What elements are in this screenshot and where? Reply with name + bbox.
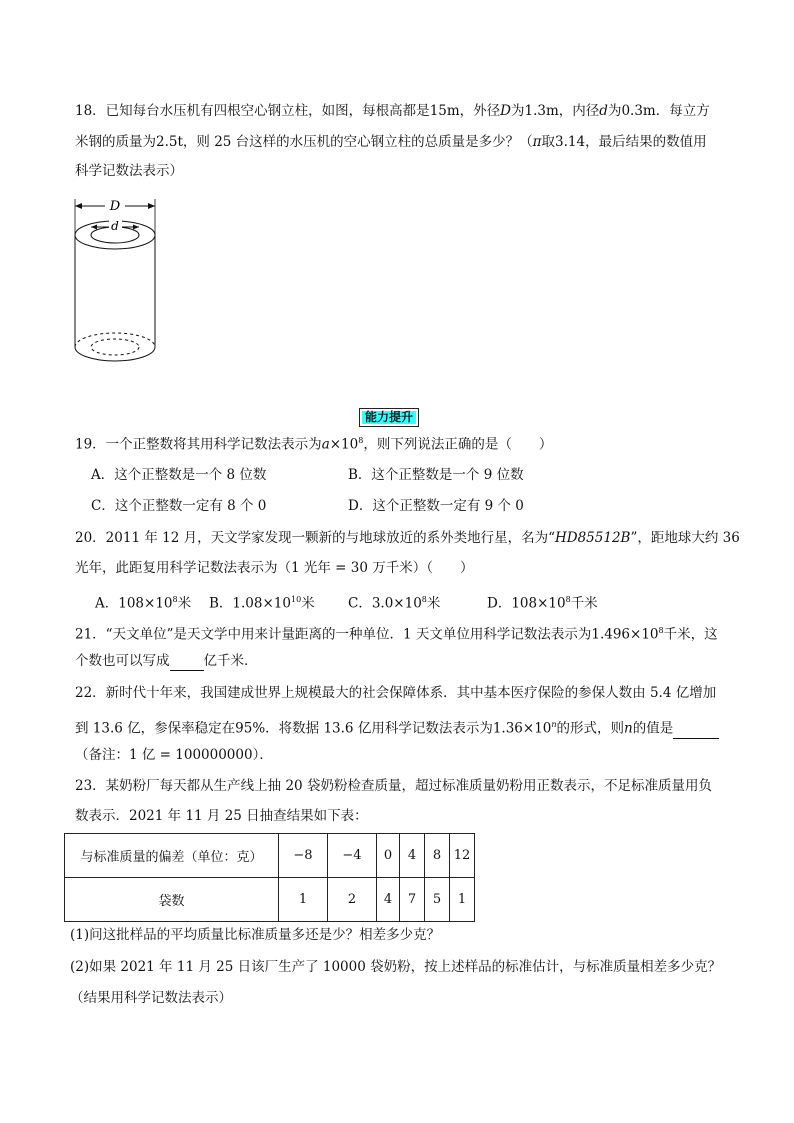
table-cell: 8 (425, 834, 450, 878)
q20-option-d: D．$108\times 10^8$千米 (487, 595, 598, 612)
q18-line-1: 18．已知每台水压机有四根空心钢立柱，如图，每根高都是15m，外径D为1.3m，内径d为0.3m．每立方 (75, 103, 710, 119)
q23-sub-question-2: (2)如果 2021 年 11 月 25 日该厂生产了 10000 袋奶粉，按上述样品的标准估计，与标准质量相差多少克？ (70, 959, 722, 975)
table-cell: 12 (450, 834, 475, 878)
inner-diameter-label: d (111, 219, 119, 233)
table-cell: 2 (328, 878, 377, 922)
q22-answer-blank[interactable] (673, 723, 719, 739)
table-cell: 7 (400, 878, 425, 922)
q22-line-3: （备注：1 亿 = 100000000）． (75, 747, 273, 763)
section-title-box (359, 408, 419, 427)
q19-option-b: B．这个正整数是一个 9 位数 (348, 467, 524, 483)
q19-option-a: A．这个正整数是一个 8 位数 (91, 467, 267, 483)
q20-option-a: A．$108\times 10^8$米 (95, 595, 192, 612)
q18-line-2: 米钢的质量为2.5t，则 25 台这样的水压机的空心钢立柱的总质量是多少？（π取3.14，最后结果的数值用 (75, 134, 707, 150)
table-cell: 4 (377, 878, 400, 922)
q18-line-3: 科学记数法表示） (75, 163, 183, 179)
section-title: 能力提升 (362, 411, 416, 424)
q23-sub-question-2-note: （结果用科学记数法表示） (70, 990, 232, 1006)
q20-option-c: C．$3.0\times 10^8$米 (348, 595, 441, 612)
q23-line-2: 数表示．2021 年 11 月 25 日抽查结果如下表： (75, 808, 368, 824)
table-cell: 5 (425, 878, 450, 922)
hollow-cylinder-figure (60, 195, 170, 375)
q23-data-table (64, 833, 475, 922)
table-cell: 1 (279, 878, 328, 922)
q21-line-1: 21．“天文单位”是天文学中用来计量距离的一种单位．1 天文单位用科学记数法表示为$1.496\times 10^8$千米，这 (75, 626, 718, 643)
table-cell: 0 (377, 834, 400, 878)
q19-stem: 19．一个正整数将其用科学记数法表示为$a\times 10^8$，则下列说法正确的是（ ） (75, 436, 553, 453)
q20-option-b: B．$1.08\times 10^{10}$米 (209, 595, 315, 612)
q21-answer-blank[interactable] (170, 655, 204, 671)
q20-line-2: 光年，此距复用科学记数法表示为（1 光年 = 30 万千米）（ ） (75, 560, 474, 576)
table-header-count: 袋数 (65, 878, 279, 922)
q23-sub-question-1: (1)问这批样品的平均质量比标准质量多还是少？相差多少克？ (70, 927, 441, 943)
q19-option-d: D．这个正整数一定有 9 个 0 (348, 498, 524, 514)
outer-diameter-label: D (109, 199, 121, 214)
q22-line-1: 22．新时代十年来，我国建成世界上规模最大的社会保障体系．其中基本医疗保险的参保人数由 5.4 亿增加 (75, 685, 717, 701)
table-cell: −8 (279, 834, 328, 878)
q21-line-2: 个数也可以写成 亿千米． (75, 653, 258, 669)
table-row (65, 878, 475, 922)
table-header-deviation: 与标准质量的偏差（单位：克） (65, 834, 279, 878)
table-cell: −4 (328, 834, 377, 878)
table-cell: 4 (400, 834, 425, 878)
q19-option-c: C．这个正整数一定有 8 个 0 (91, 498, 267, 514)
q20-line-1: 20．2011 年 12 月，天文学家发现一颗新的与地球放近的系外类地行星，名为“HD85512B”，距地球大约 36 (75, 530, 740, 546)
table-cell: 1 (450, 878, 475, 922)
q23-line-1: 23．某奶粉厂每天都从生产线上抽 20 袋奶粉检查质量，超过标准质量奶粉用正数表示，不足标准质量用负 (75, 778, 712, 794)
q22-line-2: 到 13.6 亿，参保率稳定在95%．将数据 13.6 亿用科学记数法表示为$1.36\times 10^n$的形式，则n的值是 (75, 715, 719, 739)
table-row (65, 834, 475, 878)
